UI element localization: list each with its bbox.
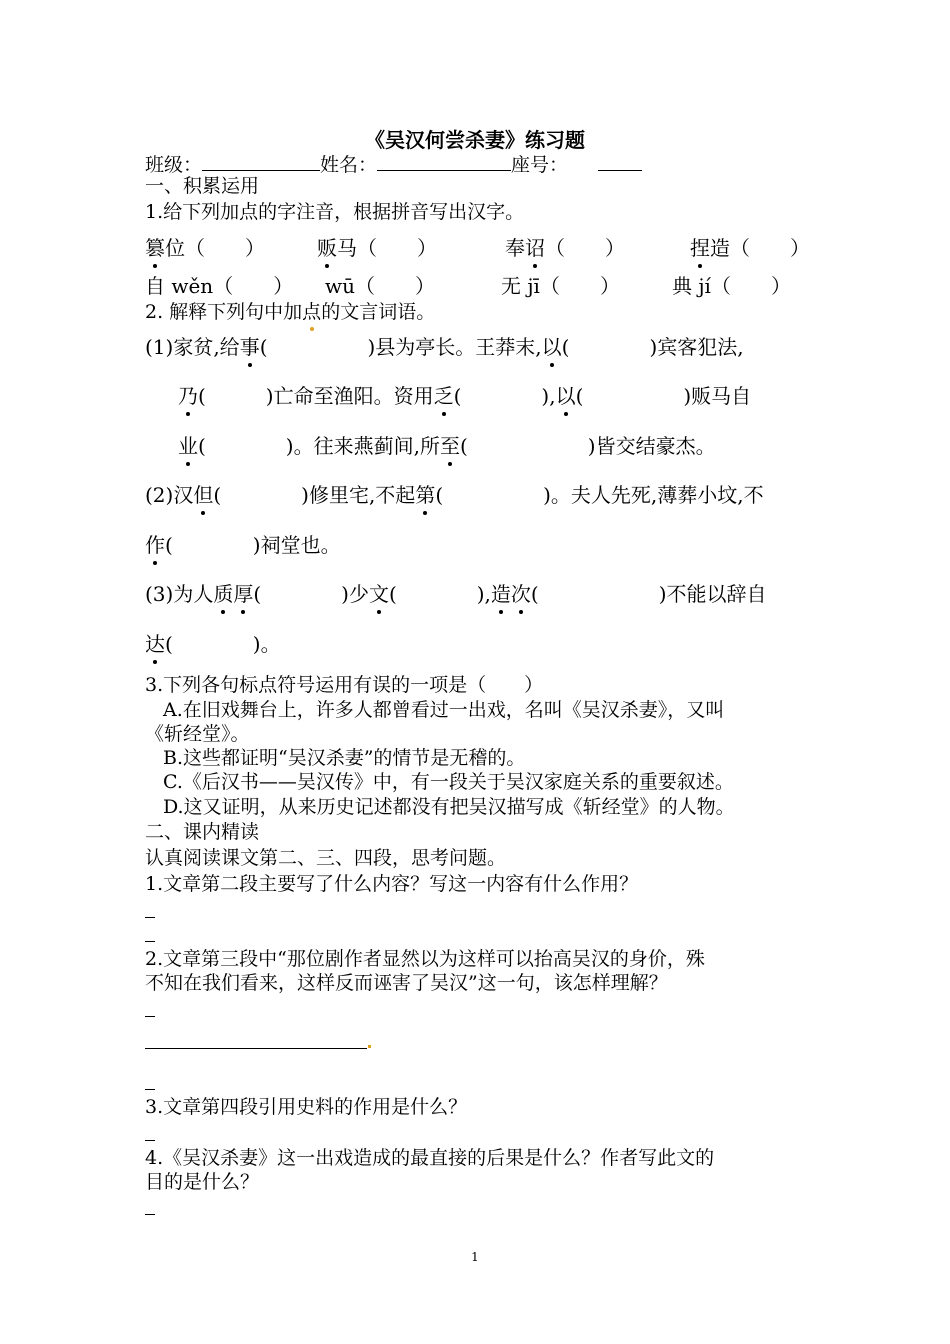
item-text: 位（ ） [165,236,265,260]
section2-intro: 认真阅读课文第二、三、四段，思考问题。 [145,847,507,869]
seat-blank[interactable] [598,150,642,171]
s2-q1: 1.文章第二段主要写了什么内容？写这一内容有什么作用？ [145,873,639,895]
q2-prompt [145,300,435,324]
text: ( )少 [253,582,369,606]
section1-heading: 一、积累运用 [145,175,260,197]
text: (3)为人 [145,582,214,606]
q2-p3-line2 [145,631,281,657]
dotted-char: 第 [415,483,436,507]
page-number: 1 [471,1250,479,1264]
q1-item-cuanwei [145,235,265,261]
dotted-char: 捏 [690,236,710,260]
s2-q2-line1: 2.文章第三段中“那位剧作者显然以为这样可以抬高吴汉的身价，殊 [145,948,705,970]
q2-p3-line1 [145,581,767,607]
q2-p2-line2 [145,532,341,558]
dotted-char: 乃 [178,384,198,408]
item-text: 造（ ） [710,236,810,260]
text: (2)汉 [145,483,194,507]
name-label: 姓名： [320,154,378,176]
dotted-char: 至 [439,434,460,458]
q1-item-fengzhao [505,235,625,261]
answer-line-long[interactable] [145,1048,367,1049]
q2-p1-line3 [178,433,716,459]
s2-q2-line2: 不知在我们看来，这样反而诬害了吴汉”这一句，该怎样理解？ [145,972,668,994]
text: ( )不能以辞自 [530,582,767,606]
text: ( )祠堂也。 [165,533,341,557]
text: ( )修里宅,不起 [213,483,416,507]
q2-p2-line1 [145,482,764,508]
dotted-char: 业 [178,434,198,458]
dotted-char: 但 [193,483,214,507]
text: ( ), [453,384,556,408]
q3-option-a-cont: 《斩经堂》。 [145,723,250,745]
q2-p1-line1 [145,334,744,360]
q1-prompt: 1.给下列加点的字注音，根据拼音写出汉字。 [145,201,525,223]
dotted-char: 文 [368,582,389,606]
item-text: 奉 [505,236,525,260]
section2-heading: 二、课内精读 [145,821,260,843]
dotted-char: 乏 [433,384,454,408]
q1-pinyin-1: 自 wěn（ ） [145,274,294,298]
q1-item-fanma [317,235,437,261]
answer-line[interactable] [145,1016,155,1017]
q2-p1-line2 [178,383,751,409]
prompt-text: 2. 解释下列句中加 [145,301,303,323]
worksheet-title: 《吴汉何尝杀妻》练习题 [365,128,585,152]
class-label: 班级： [145,154,203,176]
q3-prompt: 3.下列各句标点符号运用有误的一项是（ ） [145,674,544,696]
dotted-char: 达 [145,632,165,656]
s2-q3: 3.文章第四段引用史料的作用是什么？ [145,1096,468,1118]
text: ( )县为亭长。王莽末, [259,335,542,359]
name-blank[interactable] [377,150,511,171]
s2-q4-line2: 目的是什么？ [145,1171,260,1193]
prompt-text: 的文言词语。 [321,301,436,323]
q3-option-c: C.《后汉书——吴汉传》中，有一段关于吴汉家庭关系的重要叙述。 [163,771,734,793]
dotted-char: 作 [145,533,165,557]
text: ( )。 [165,632,281,656]
answer-line[interactable] [145,1214,155,1215]
answer-line[interactable] [145,1089,155,1090]
dotted-char: 次 [510,582,531,606]
seat-label: 座号： [511,154,569,176]
answer-line[interactable] [145,917,155,918]
answer-line[interactable] [145,1140,155,1141]
dotted-char: 厚 [233,582,254,606]
text: ( )。往来燕蓟间,所 [198,434,440,458]
dotted-char: 点 [302,301,322,323]
dotted-char: 诏 [525,236,545,260]
q3-option-d: D.这又证明，从来历史记述都没有把吴汉描写成《斩经堂》的人物。 [163,796,735,818]
text: ( )宾客犯法, [561,335,744,359]
marker-dot [368,1045,371,1048]
text: ( ), [388,582,491,606]
s2-q4-line1: 4.《吴汉杀妻》这一出戏造成的最直接的后果是什么？作者写此文的 [145,1147,715,1169]
class-blank[interactable] [202,150,320,171]
dotted-char: 以 [541,335,562,359]
dotted-char: 贩 [317,236,337,260]
dotted-char: 质 [213,582,234,606]
text: (1)家贫,给 [145,335,240,359]
q1-pinyin-2: wū（ ） [325,274,435,298]
answer-line[interactable] [145,941,155,942]
item-text: 马（ ） [337,236,437,260]
text: ( )亡命至渔阳。资用 [198,384,434,408]
dotted-char: 篡 [145,236,165,260]
q3-option-a: A.在旧戏舞台上，许多人都曾看过一出戏，名叫《吴汉杀妻》，又叫 [163,699,725,721]
student-info-line [145,150,642,177]
q1-item-niezao [690,235,810,261]
q3-option-b: B.这些都证明“吴汉杀妻”的情节是无稽的。 [163,747,526,769]
text: ( )贩马自 [575,384,752,408]
dotted-char: 以 [555,384,576,408]
text: ( )皆交结豪杰。 [459,434,716,458]
dotted-char: 造 [490,582,511,606]
q1-pinyin-3: 无 jī（ ） [501,274,620,298]
q1-pinyin-4: 典 jí（ ） [672,274,791,298]
text: ( )。夫人先死,薄葬小坟,不 [435,483,764,507]
dotted-char: 事 [239,335,260,359]
item-text: （ ） [545,236,625,260]
